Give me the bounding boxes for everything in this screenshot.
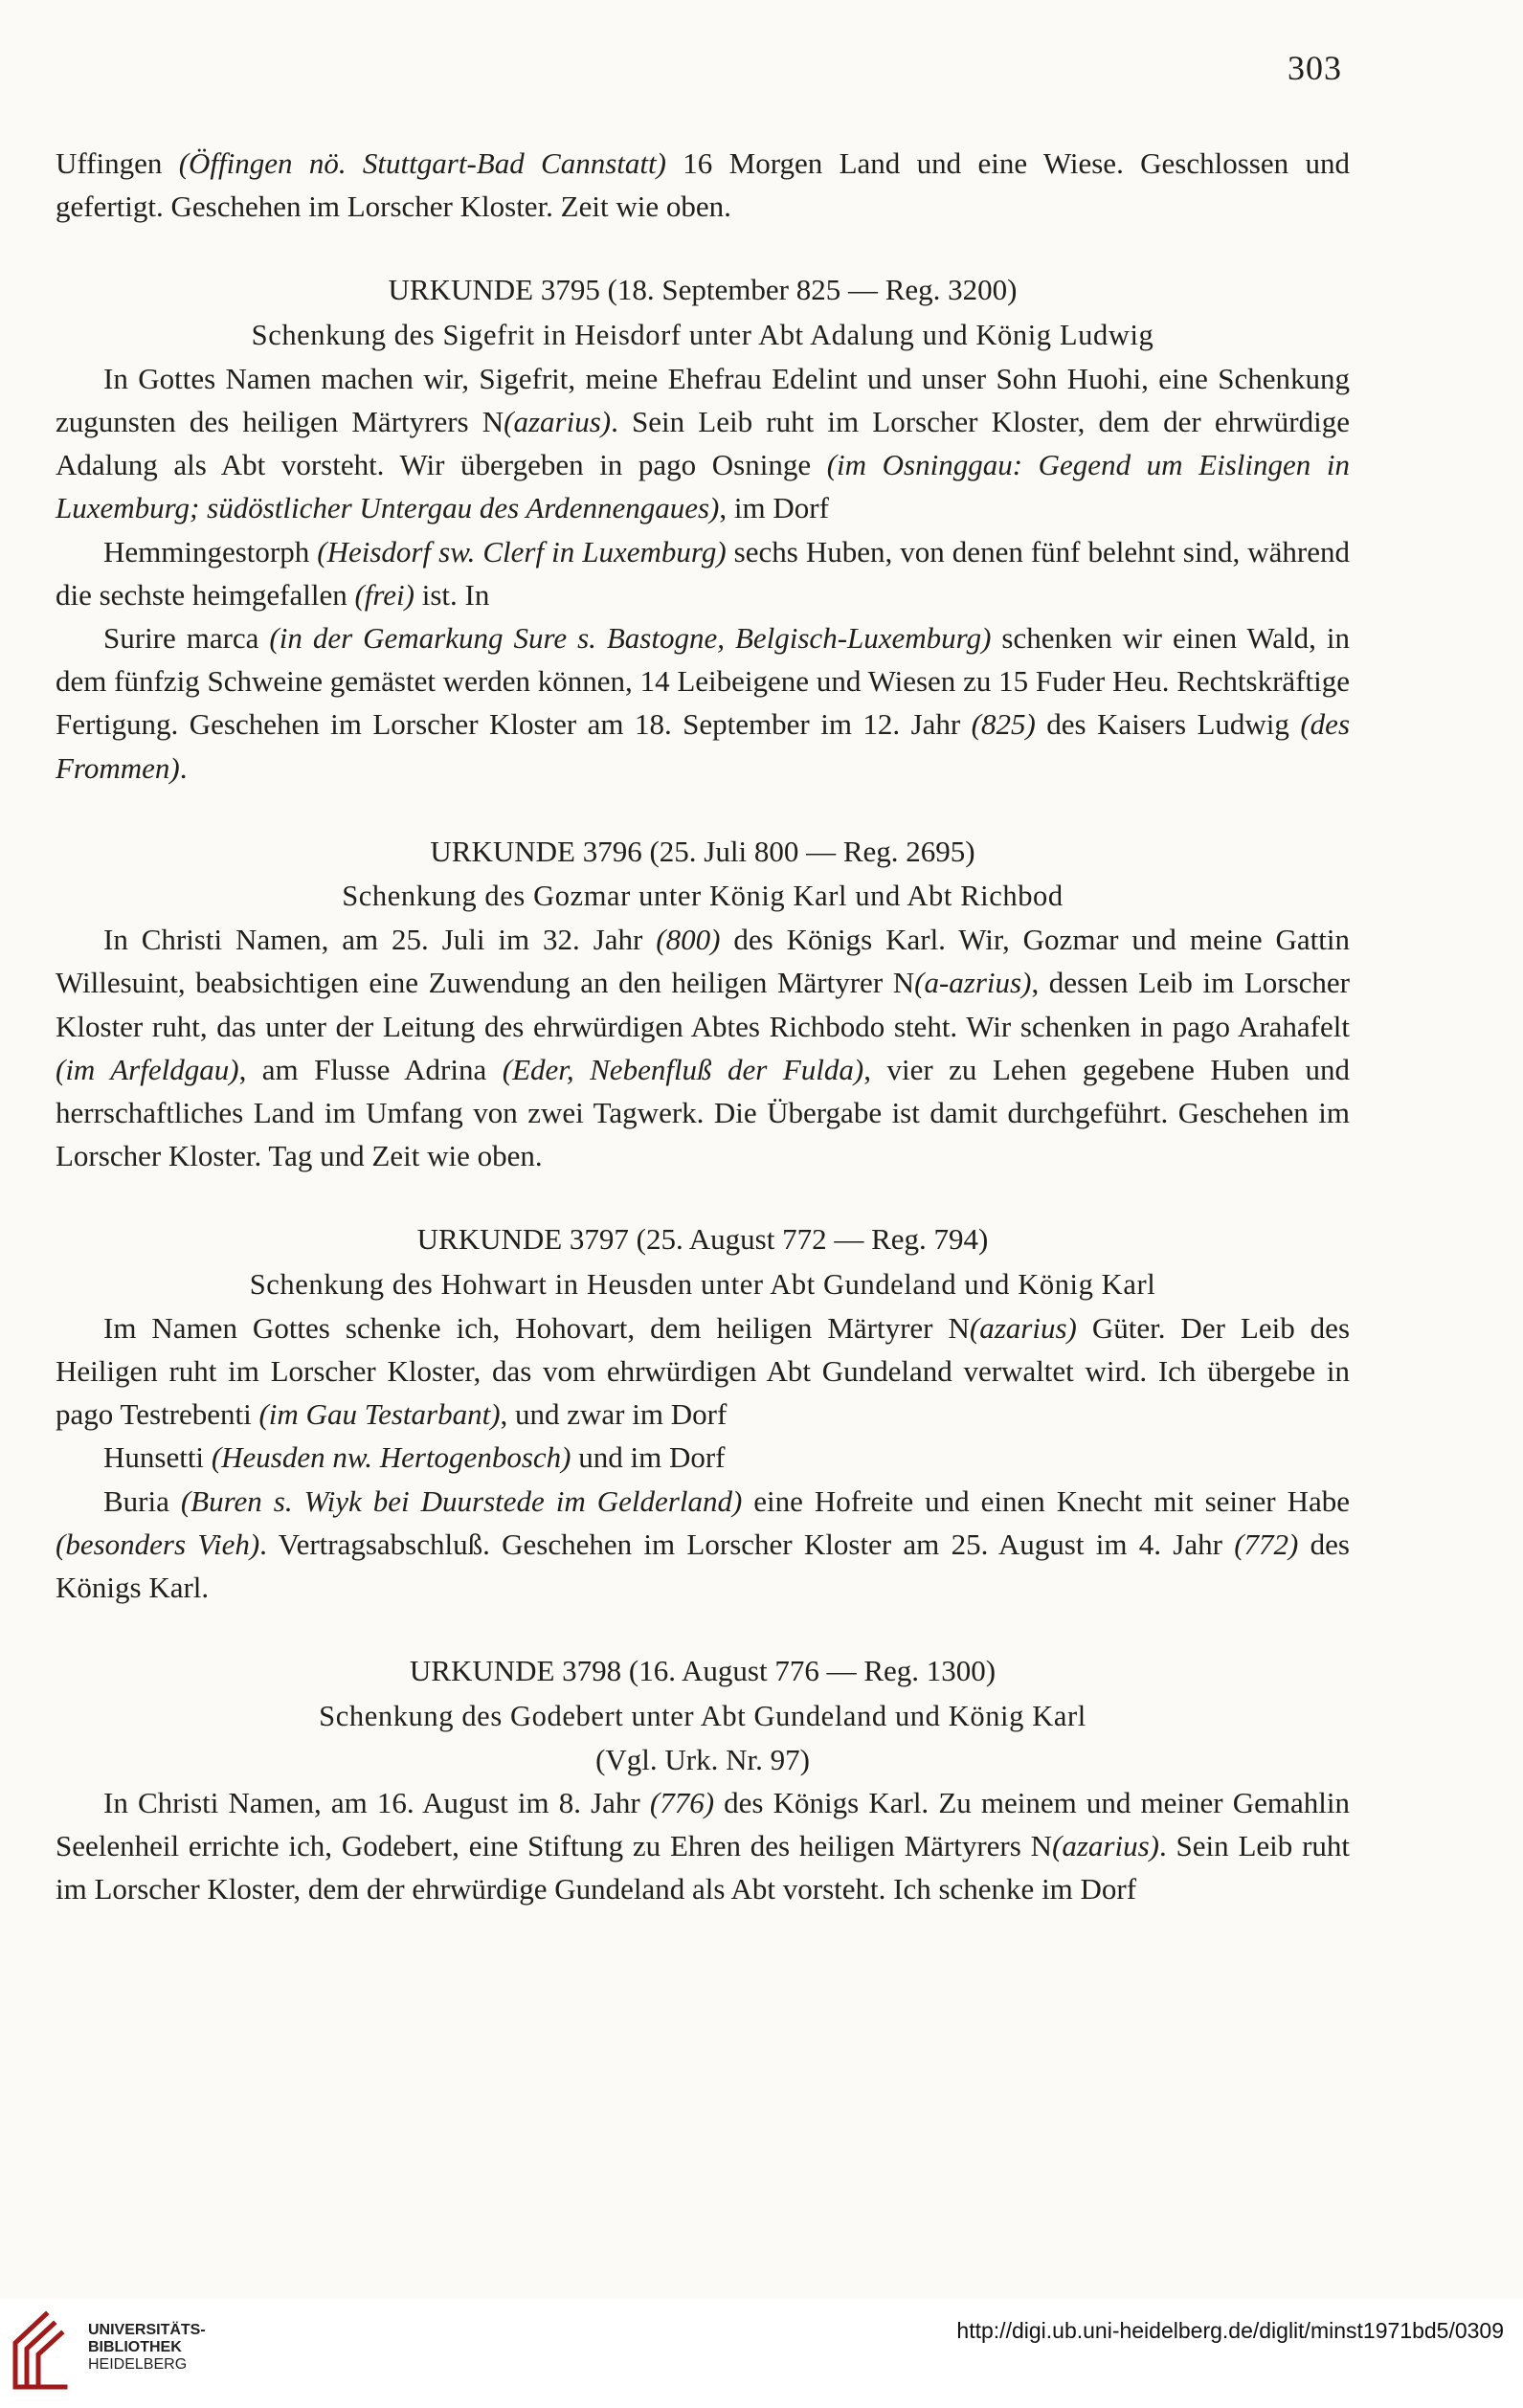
library-name-line: BIBLIOTHEK — [88, 2339, 182, 2355]
section-heading: URKUNDE 3797 (25. August 772 — Reg. 794) — [416, 1222, 989, 1257]
text-run: Güter. Der Leib des Heiligen ruht im Lorscher Kloster, das vom ehrwürdigen Abt Gundeland verwaltet wird. Ich übergebe in pago Testrebenti — [56, 1310, 1351, 1432]
editorial-note: (im Gau Testarbant) — [258, 1397, 501, 1432]
text-run: eine Hofreite und einen Knecht mit seiner Habe — [742, 1483, 1350, 1518]
editorial-note: (776) — [649, 1785, 715, 1819]
text-run: , im Dorf — [719, 491, 829, 525]
body-paragraph — [56, 918, 1350, 1177]
library-name — [88, 2322, 206, 2374]
text-run: 16 Morgen Land und eine Wiese. Geschlossen und gefertigt. Geschehen im Lorscher Kloster. Zeit wie oben. — [56, 146, 1350, 224]
text-run: , und zwar im Dorf — [500, 1397, 728, 1432]
editorial-note: (im Osninggau: Gegend um Eislingen in Luxemburg; südöstlicher Untergau des Ardennengaues) — [56, 448, 1350, 525]
text-run: . Sein Leib ruht im Lorscher Kloster, dem der ehrwürdige Adalung als Abt vorsteht. Wir übergeben in pago Osninge — [56, 405, 1350, 482]
text-run: ist. In — [414, 577, 490, 612]
section-heading: URKUNDE 3795 (18. September 825 — Reg. 3200) — [388, 273, 1018, 307]
text-run: und im Dorf — [571, 1440, 726, 1475]
library-name-line: HEIDELBERG — [88, 2356, 188, 2373]
text-run: . Vertragsabschluß. Geschehen im Lorscher Kloster am 25. August im 4. Jahr — [259, 1527, 1235, 1561]
document-section-3795 — [56, 268, 1350, 789]
section-title: Schenkung des Sigefrit in Heisdorf unter Abt Adalung und König Ludwig — [251, 318, 1154, 351]
editorial-note: (im Arfeldgau) — [56, 1052, 239, 1086]
text-run: . Sein Leib ruht im Lorscher Kloster, dem der ehrwürdige Gundeland als Abt vorsteht. Ich schenke im Dorf — [56, 1829, 1351, 1906]
editorial-note: (Buren s. Wiyk bei Duurstede im Gelderland) — [180, 1483, 743, 1518]
section-title: Schenkung des Gozmar unter König Karl und Abt Richbod — [342, 880, 1064, 913]
document-body — [56, 142, 1350, 1911]
section-reference: (Vgl. Urk. Nr. 97) — [595, 1742, 810, 1776]
body-paragraph — [56, 616, 1350, 790]
page-number: 303 — [1288, 49, 1342, 87]
editorial-note: (in der Gemarkung Sure s. Bastogne, Belgisch-Luxemburg) — [269, 621, 992, 656]
document-section-3797 — [56, 1217, 1350, 1609]
text-run: , vier zu Lehen gegebene Huben und herrschaftliches Land im Umfang von zwei Tagwerk. Die Übergabe ist damit durchgeführt. Geschehen im Lorscher Kloster. Tag und Zeit wie oben. — [56, 1052, 1350, 1173]
editorial-note: (Eder, Nebenfluß der Fulda) — [502, 1052, 864, 1086]
text-run: Hunsetti — [103, 1440, 212, 1475]
text-run: In Christi Namen, am 25. Juli im 32. Jahr — [103, 923, 657, 957]
text-run: Im Namen Gottes schenke ich, Hohovart, dem heiligen Märtyrer N — [103, 1310, 970, 1345]
text-run: In Gottes Namen machen wir, Sigefrit, meine Ehefrau Edelint und unser Sohn Huohi, eine Schenkung zugunsten des heiligen Märtyrers N — [56, 361, 1350, 439]
editorial-note: (besonders Vieh) — [56, 1527, 260, 1561]
text-run: Buria — [103, 1483, 181, 1518]
library-logo-icon — [10, 2305, 77, 2393]
body-paragraph — [56, 530, 1350, 616]
body-paragraph — [56, 357, 1350, 530]
text-run: sechs Huben, von denen fünf belehnt sind, während die sechste heimgefallen — [56, 534, 1350, 612]
section-title: Schenkung des Hohwart in Heusden unter Abt Gundeland und König Karl — [249, 1267, 1156, 1301]
body-paragraph — [56, 1480, 1350, 1610]
document-section-3796 — [56, 830, 1350, 1178]
text-run: des Kaisers Ludwig — [1035, 707, 1301, 742]
text-run: In Christi Namen, am 16. August im 8. Jahr — [103, 1785, 650, 1819]
section-heading: URKUNDE 3796 (25. Juli 800 — Reg. 2695) — [430, 834, 975, 868]
editorial-note: (frei) — [354, 577, 414, 612]
editorial-note: (des Frommen) — [56, 707, 1351, 785]
editorial-note: (825) — [971, 707, 1036, 742]
editorial-note: (772) — [1234, 1527, 1299, 1561]
intro-paragraph — [56, 142, 1350, 228]
body-paragraph — [56, 1436, 1350, 1479]
editorial-note: (azarius) — [504, 405, 612, 439]
text-run: des Königs Karl. Wir, Gozmar und meine Gattin Willesuint, beabsichtigen eine Zuwendung an den heiligen Märtyrer N — [56, 923, 1350, 1000]
text-run: , am Flusse Adrina — [238, 1052, 503, 1086]
editorial-note: (800) — [656, 923, 721, 957]
body-paragraph — [56, 1781, 1350, 1911]
editorial-note: (Öffingen nö. Stuttgart-Bad Cannstatt) — [178, 146, 666, 180]
document-section-3798 — [56, 1649, 1350, 1910]
text-run: , dessen Leib im Lorscher Kloster ruht, das unter der Leitung des ehrwürdigen Abtes Richbodo steht. Wir schenken in pago Arahafelt — [56, 966, 1350, 1043]
text-run: Hemmingestorph — [103, 534, 318, 569]
digitization-footer — [0, 2299, 1523, 2408]
text-run: des Königs Karl. Zu meinem und meiner Gemahlin Seelenheil errichte ich, Godebert, eine Stiftung zu Ehren des heiligen Märtyrers N — [56, 1785, 1350, 1863]
editorial-note: (azarius) — [969, 1310, 1077, 1345]
editorial-note: (a-azrius) — [914, 966, 1032, 1000]
editorial-note: (Heisdorf sw. Clerf in Luxemburg) — [317, 534, 727, 569]
section-heading: URKUNDE 3798 (16. August 776 — Reg. 1300) — [409, 1654, 997, 1688]
text-run: schenken wir einen Wald, in dem fünfzig Schweine gemästet werden können, 14 Leibeigene und Wiesen zu 15 Fuder Heu. Rechtskräftige Fertigung. Geschehen im Lorscher Kloster am 18. September im 12. Jahr — [56, 621, 1350, 742]
library-name-line: UNIVERSITÄTS- — [88, 2322, 206, 2338]
text-run: Uffingen — [56, 146, 179, 180]
editorial-note: (azarius) — [1052, 1829, 1159, 1863]
section-title: Schenkung des Godebert unter Abt Gundeland und König Karl — [319, 1699, 1086, 1732]
text-run: Surire marca — [103, 621, 270, 656]
text-run: . — [179, 750, 188, 785]
editorial-note: (Heusden nw. Hertogenbosch) — [211, 1440, 571, 1475]
text-run: des Königs Karl. — [56, 1527, 1350, 1605]
body-paragraph — [56, 1306, 1350, 1437]
source-url-link[interactable]: http://digi.ub.uni-heidelberg.de/diglit/minst1971bd5/0309 — [956, 2318, 1504, 2343]
